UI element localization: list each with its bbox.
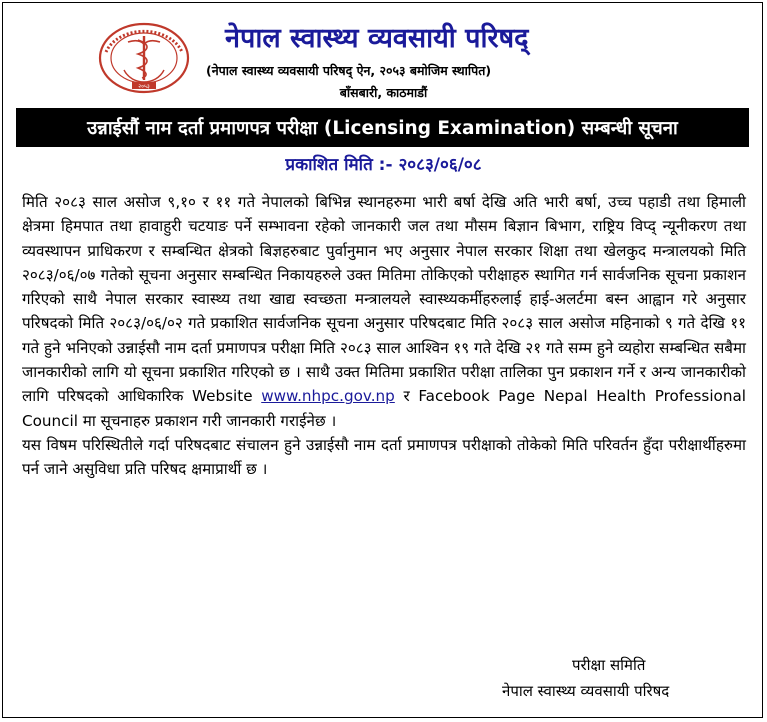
- notice-paragraph-2: यस विषम परिस्थितीले गर्दा परिषदबाट संचालन हुने उन्नाईसौ नाम दर्ता प्रमाणपत्र परीक्षाको तोकेको मिति परिवर्तन हुँदा परीक्षार्थीहरुमा पर्न जाने असुविधा प्रति परिषद क्षमाप्रार्थी छ ।: [22, 435, 746, 479]
- organization-name: नेपाल स्वास्थ्य व्यवसायी परिषद्: [225, 23, 529, 54]
- notice-paragraph-1: [22, 190, 746, 433]
- notice-title: [16, 108, 749, 147]
- notice-title-text: उन्नाईसौं नाम दर्ता प्रमाणपत्र परीक्षा (Licensing Examination) सम्बन्धी सूचना: [87, 118, 678, 139]
- website-link[interactable]: www.nhpc.gov.np: [261, 387, 395, 406]
- published-date: प्रकाशित मिति :- २०८३/०६/०८: [285, 155, 482, 175]
- paragraph-1-part-1: मिति २०८३ साल असोज ९,१० र ११ गते नेपालको बिभिन्न स्थानहरुमा भारी बर्षा देखि अति भारी बर्षा, उच्च पहाडी तथा हिमाली क्षेत्रमा हिमपात तथा हावाहुरी चटयाङ पर्ने सम्भावना रहेको जानकारी जल तथा मौसम बिज्ञान बिभाग, राष्ट्रिय विप्द् न्यूनीकरण तथा व्यवस्थापन प्राधिकरण र सम्बन्धित क्षेत्रको बिज्ञहरुबाट पुर्वानुमान भए अनुसार नेपाल सरकार शिक्षा तथा खेलकुद मन्त्रालयको मिति २०८३/०६/०७ गतेको सूचना अनुसार सम्बन्धित निकायहरुले उक्त मितिमा तोकिएको परीक्षाहरु स्थागित गर्न सार्वजनिक सूचना प्रकाशन गरिएको साथै नेपाल सरकार स्वास्थ्य तथा खाद्य स्वच्छता मन्त्रालयले स्वास्थ्यकर्मीहरुलाई हाई-अलर्टमा बस्न आह्वान गरे अनुसार परिषदको मिति २०८३/०६/०२ गते प्रकाशित सार्वजनिक सूचना अनुसार परिषदबाट मिति २०८३ साल असोज महिनाको ९ गते देखि ११ गते हुने भनिएको उन्नाईसौ नाम दर्ता प्रमाणपत्र परीक्षा मिति २०८३ साल आश्विन १९ गते देखि २१ गते सम्म हुने व्यहोरा सम्बन्धित सबैमा जानकारीको लागि यो सूचना प्रकाशित गरिएको छ । साथै उक्त मितिमा प्रकाशित परीक्षा तालिका पुन प्रकाशन गर्ने र अन्य जानकारीको लागि परिषदको आधिकारिक Website: [22, 193, 746, 406]
- organization-address: बाँसबारी, काठमाडौं: [339, 85, 428, 100]
- organization-subtitle: (नेपाल स्वास्थ्य व्यवसायी परिषद् ऐन, २०५३ बमोजिम स्थापित): [206, 63, 492, 78]
- notice-body: [22, 190, 746, 482]
- signature-organization: नेपाल स्वास्थ्य व्यवसायी परिषद: [502, 682, 670, 700]
- signature-committee: परीक्षा समिति: [572, 656, 646, 674]
- paragraph-1-part-2: र Facebook Page Nepal Health Professional Council मा सूचनाहरु प्रकाशन गरी जानकारी गराईनेछ ।: [22, 387, 747, 430]
- logo-year: २०५३: [138, 84, 150, 90]
